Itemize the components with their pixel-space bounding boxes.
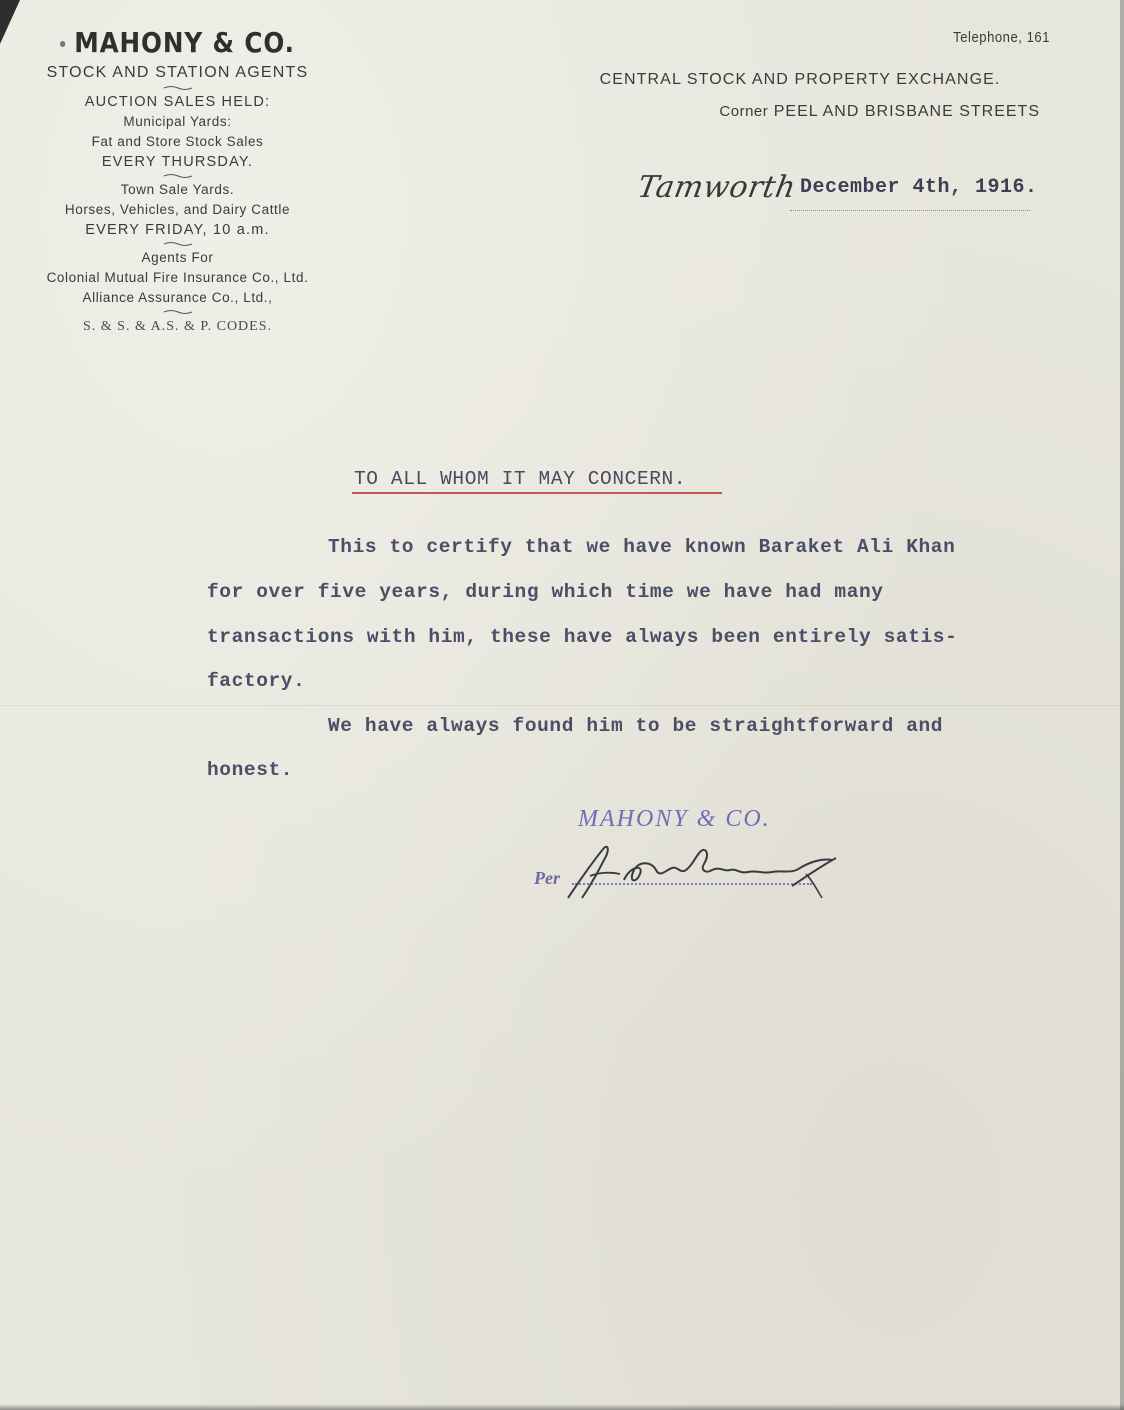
fat-store-sales: Fat and Store Stock Sales — [91, 134, 264, 149]
colonial-mutual: Colonial Mutual Fire Insurance Co., Ltd. — [46, 270, 309, 285]
street-address — [620, 100, 1040, 124]
corner-streets: PEEL AND BRISBANE STREETS — [773, 103, 1040, 120]
per-label: Per — [534, 868, 560, 888]
every-thursday: EVERY THURSDAY. — [101, 154, 254, 170]
body-line: for over five years, during which time we have had many — [207, 581, 884, 603]
letter-heading: TO ALL WHOM IT MAY CONCERN. — [354, 468, 687, 490]
body-line: We have always found him to be straightforward and — [328, 715, 944, 737]
body-line: This to certify that we have known Baraket Ali Khan — [328, 536, 956, 558]
swash-divider-icon — [163, 85, 193, 91]
body-line: factory. — [207, 670, 306, 692]
municipal-yards: Municipal Yards: — [123, 114, 232, 129]
place-script: Tamworth — [634, 170, 799, 205]
bottom-edge-shadow — [0, 1404, 1124, 1410]
town-sale-yards: Town Sale Yards. — [120, 182, 235, 197]
swash-divider-icon — [163, 241, 193, 247]
firm-stamp: MAHONY & CO. — [578, 806, 771, 832]
horses-vehicles: Horses, Vehicles, and Dairy Cattle — [64, 202, 291, 217]
auction-heading: AUCTION SALES HELD: — [84, 94, 271, 110]
letterhead-left — [10, 26, 345, 337]
telephone: Telephone, 161 — [953, 30, 1050, 46]
letter-date: December 4th, 1916. — [800, 176, 1038, 199]
every-friday: EVERY FRIDAY, 10 a.m. — [85, 222, 270, 238]
handwritten-signature — [560, 840, 860, 910]
paper-fold — [0, 705, 1124, 706]
firm-subtitle: STOCK AND STATION AGENTS — [46, 64, 309, 81]
body-line: transactions with him, these have always been entirely satis- — [207, 626, 958, 648]
bullet-dot-icon — [60, 41, 65, 47]
swash-divider-icon — [163, 173, 193, 179]
alliance-assurance: Alliance Assurance Co., Ltd., — [82, 290, 273, 305]
exchange-name: CENTRAL STOCK AND PROPERTY EXCHANGE. — [599, 71, 1001, 88]
corner-prefix: Corner — [719, 103, 769, 120]
body-line: honest. — [207, 759, 294, 781]
date-rule — [790, 210, 1030, 211]
agents-for: Agents For — [141, 250, 214, 265]
swash-divider-icon — [163, 309, 193, 315]
firm-name: MAHONY & CO. — [30, 26, 325, 60]
telegraph-codes: S. & S. & A.S. & P. CODES. — [83, 319, 272, 334]
heading-underline — [352, 492, 722, 494]
